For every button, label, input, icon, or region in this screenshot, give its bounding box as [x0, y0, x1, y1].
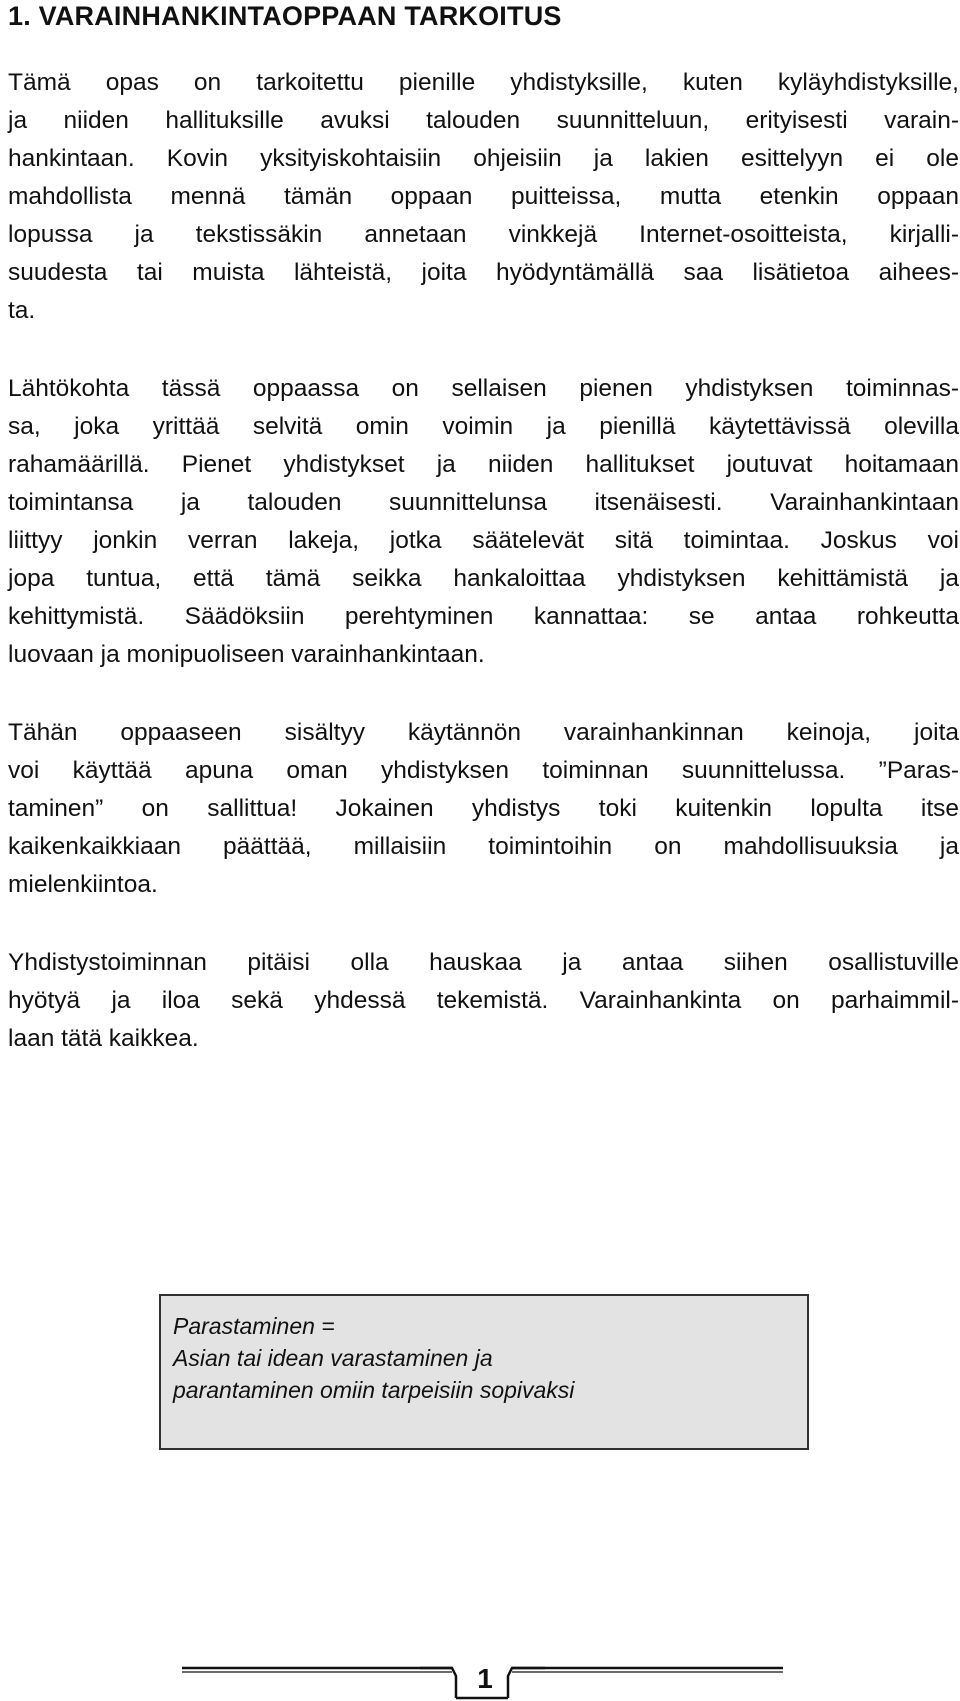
- callout-line: Parastaminen =: [173, 1313, 335, 1339]
- text-line: voi käyttää apuna oman yhdistyksen toiminnan suunnittelussa. ”Paras-: [8, 757, 959, 784]
- text-line: laan tätä kaikkea.: [8, 1025, 199, 1052]
- text-line: Tämä opas on tarkoitettu pienille yhdistyksille, kuten kyläyhdistyksille,: [8, 69, 959, 96]
- text-line: liittyy jonkin verran lakeja, jotka säätelevät sitä toimintaa. Joskus voi: [8, 527, 959, 554]
- text-line: rahamäärillä. Pienet yhdistykset ja niiden hallitukset joutuvat hoitamaan: [8, 451, 959, 478]
- text-line: suudesta tai muista lähteistä, joita hyödyntämällä saa lisätietoa aihees-: [8, 259, 959, 286]
- text-line: jopa tuntua, että tämä seikka hankaloittaa yhdistyksen kehittämistä ja: [8, 565, 959, 592]
- text-line: mielenkiintoa.: [8, 871, 158, 898]
- definition-callout: [159, 1294, 809, 1450]
- section-heading: 1. VARAINHANKINTAOPPAAN TARKOITUS: [8, 1, 562, 31]
- text-line: hyötyä ja iloa sekä yhdessä tekemistä. Varainhankinta on parhaimmil-: [8, 987, 959, 1014]
- text-line: ja niiden hallituksille avuksi talouden suunnitteluun, erityisesti varain-: [8, 107, 959, 134]
- text-line: sa, joka yrittää selvitä omin voimin ja pienillä käytettävissä olevilla: [8, 413, 959, 440]
- text-line: lopussa ja tekstissäkin annetaan vinkkejä Internet-osoitteista, kirjalli-: [8, 221, 959, 248]
- text-line: luovaan ja monipuoliseen varainhankintaan.: [8, 641, 485, 668]
- text-line: mahdollista mennä tämän oppaan puitteissa, mutta etenkin oppaan: [8, 183, 959, 210]
- text-line: taminen” on sallittua! Jokainen yhdistys toki kuitenkin lopulta itse: [8, 795, 959, 822]
- text-line: Lähtökohta tässä oppaassa on sellaisen pienen yhdistyksen toiminnas-: [8, 375, 959, 402]
- text-line: ta.: [8, 297, 36, 324]
- callout-line: Asian tai idean varastaminen ja: [173, 1345, 493, 1371]
- page-number: 1: [477, 1663, 493, 1694]
- text-line: kaikenkaikkiaan päättää, millaisiin toimintoihin on mahdollisuuksia ja: [8, 833, 959, 860]
- text-line: toimintansa ja talouden suunnittelunsa itsenäisesti. Varainhankintaan: [8, 489, 959, 516]
- text-line: Yhdistystoiminnan pitäisi olla hauskaa ja antaa siihen osallistuville: [8, 949, 959, 976]
- text-line: Tähän oppaaseen sisältyy käytännön varainhankinnan keinoja, joita: [8, 719, 959, 746]
- text-line: hankintaan. Kovin yksityiskohtaisiin ohjeisiin ja lakien esittelyyn ei ole: [8, 145, 959, 172]
- paragraph-purpose: [8, 64, 959, 330]
- body-text: [8, 64, 959, 1098]
- text-line: kehittymistä. Säädöksiin perehtyminen kannattaa: se antaa rohkeutta: [8, 603, 959, 630]
- paragraph-starting-point: [8, 370, 959, 674]
- paragraph-fun: [8, 944, 959, 1058]
- callout-line: parantaminen omiin tarpeisiin sopivaksi: [173, 1377, 575, 1403]
- paragraph-practical-means: [8, 714, 959, 904]
